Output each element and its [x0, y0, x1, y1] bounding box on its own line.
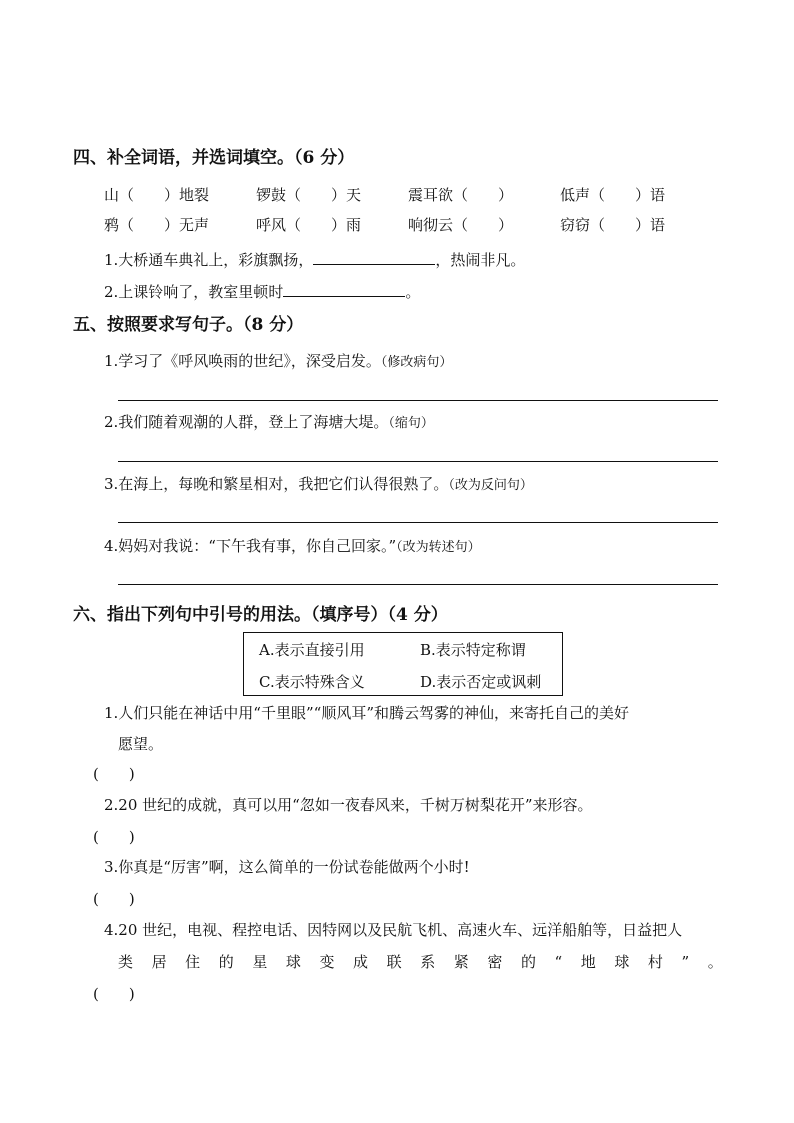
answer-parentheses[interactable]: ( ) — [93, 890, 135, 908]
answer-blank[interactable] — [283, 282, 405, 297]
answer-line[interactable] — [118, 461, 718, 462]
section5-title: 五、按照要求写句子。（8 分） — [73, 315, 304, 335]
word-blank: 锣鼓（ ）天 — [256, 186, 362, 204]
question-text: 2.我们随着观潮的人群，登上了海塘大堤。 — [104, 413, 389, 431]
answer-parentheses[interactable]: ( ) — [93, 985, 135, 1003]
spread-char: 类 — [118, 953, 134, 971]
answer-parentheses[interactable]: ( ) — [93, 765, 135, 783]
question-text: 。 — [405, 283, 421, 301]
word-blank: 呼风（ ）雨 — [256, 216, 362, 234]
spread-char: 紧 — [453, 953, 469, 971]
question-note: （改为转述句） — [396, 540, 481, 555]
rewrite-question-4 — [104, 539, 481, 554]
quote-question-3: 3.你真是“厉害”啊，这么简单的一份试卷能做两个小时! — [104, 858, 470, 876]
option-b: B.表示特定称谓 — [420, 641, 526, 659]
spread-char: 系 — [420, 953, 436, 971]
quote-question-2: 2.20 世纪的成就，真可以用“忽如一夜春风来，千树万树梨花开”来形容。 — [104, 796, 593, 814]
spread-char: 地 — [580, 953, 596, 971]
question-text: 4.妈妈对我说：“下午我有事，你自己回家。” — [104, 537, 397, 555]
spread-char: 。 — [707, 953, 723, 971]
spread-char: ” — [681, 953, 690, 971]
spread-char: 球 — [614, 953, 630, 971]
question-text: 1.学习了《呼风唤雨的世纪》，深受启发。 — [104, 352, 381, 370]
spread-char: 的 — [520, 953, 536, 971]
word-blank: 震耳欲（ ） — [408, 186, 514, 204]
option-c: C.表示特殊含义 — [259, 673, 365, 691]
question-text: 2.上课铃响了，教室里顿时 — [104, 283, 284, 301]
word-blank: 低声（ ）语 — [560, 186, 666, 204]
word-blank: 山（ ）地裂 — [104, 186, 210, 204]
spread-char: 星 — [252, 953, 268, 971]
answer-line[interactable] — [118, 584, 718, 585]
rewrite-question-3 — [104, 477, 533, 492]
answer-blank[interactable] — [313, 250, 435, 265]
rewrite-question-1 — [104, 354, 452, 369]
option-d: D.表示否定或讽刺 — [420, 673, 542, 691]
spread-char: 密 — [487, 953, 503, 971]
spread-char: 村 — [647, 953, 663, 971]
spread-char: “ — [554, 953, 563, 971]
section6-title: 六、指出下列句中引号的用法。（填序号）（4 分） — [73, 605, 448, 625]
question-text: ，热闹非凡。 — [435, 251, 526, 269]
question-note: （修改病句） — [380, 355, 453, 370]
word-blank: 响彻云（ ） — [408, 216, 514, 234]
spread-char: 的 — [218, 953, 234, 971]
spread-char: 住 — [185, 953, 201, 971]
question-text: 1.大桥通车典礼上，彩旗飘扬， — [104, 251, 314, 269]
section4-title: 四、补全词语，并选词填空。（6 分） — [73, 148, 355, 168]
word-blank: 窃窃（ ）语 — [560, 216, 666, 234]
quote-question-4-line1: 4.20 世纪，电视、程控电话、因特网以及民航飞机、高速火车、远洋船舶等，日益把人 — [104, 921, 683, 939]
fill-question-1 — [104, 250, 525, 268]
spread-char: 变 — [319, 953, 335, 971]
rewrite-question-2 — [104, 415, 434, 430]
answer-parentheses[interactable]: ( ) — [93, 828, 135, 846]
question-note: （缩句） — [388, 416, 434, 431]
question-note: （改为反问句） — [448, 478, 533, 493]
spread-char: 居 — [151, 953, 167, 971]
spread-char: 联 — [386, 953, 402, 971]
word-blank: 鸦（ ）无声 — [104, 216, 210, 234]
question-text: 3.在海上，每晚和繁星相对，我把它们认得很熟了。 — [104, 475, 449, 493]
answer-line[interactable] — [118, 400, 718, 401]
quote-question-1-line2: 愿望。 — [118, 735, 164, 753]
quote-question-4-line2 — [118, 955, 723, 970]
spread-char: 球 — [285, 953, 301, 971]
option-a: A.表示直接引用 — [259, 641, 365, 659]
spread-char: 成 — [353, 953, 369, 971]
answer-line[interactable] — [118, 522, 718, 523]
quote-question-1-line1: 1.人们只能在神话中用“千里眼”“顺风耳”和腾云驾雾的神仙，来寄托自己的美好 — [104, 704, 629, 722]
fill-question-2 — [104, 282, 420, 300]
